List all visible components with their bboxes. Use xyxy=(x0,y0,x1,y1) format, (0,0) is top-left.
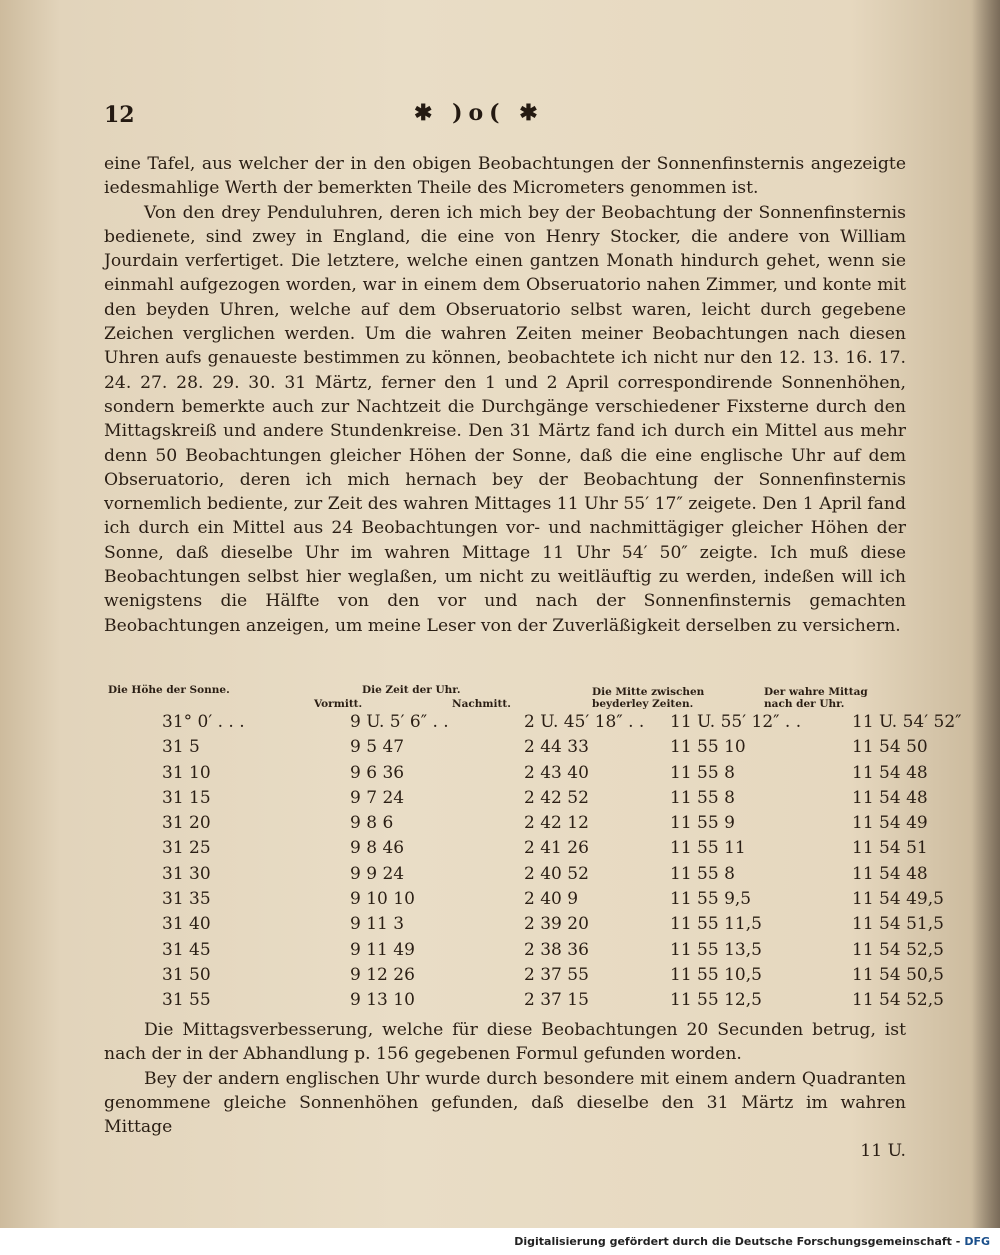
table-cell: 2 39 20 xyxy=(524,914,589,935)
table-cell: 31 55 xyxy=(162,990,211,1011)
col-header-midpoint: Die Mitte zwischen beyderley Zeiten. xyxy=(592,686,705,710)
table-cell: 9 12 26 xyxy=(350,964,415,985)
table-cell: 11 U. 54′ 52″ xyxy=(852,712,962,732)
table-cell: 9 8 46 xyxy=(350,838,405,859)
table-cell: 11 54 48 xyxy=(852,863,928,884)
table-cell: 9 11 3 xyxy=(350,914,405,935)
table-cell: 2 44 33 xyxy=(524,737,589,758)
table-cell: 11 U. 55′ 12″ . . xyxy=(670,712,802,732)
header-ornament: ✱ )o( ✱ xyxy=(414,100,544,126)
page-number: 12 xyxy=(104,102,135,128)
table-cell: 11 55 10,5 xyxy=(670,964,762,985)
table-cell: 11 55 12,5 xyxy=(670,990,762,1011)
table-cell: 11 54 52,5 xyxy=(852,990,944,1011)
table-cell: 11 55 11 xyxy=(670,838,746,859)
footer-text: Digitalisierung gefördert durch die Deutsche Forschungsgemeinschaft - xyxy=(514,1235,961,1248)
table-cell: 2 41 26 xyxy=(524,838,589,859)
table-row xyxy=(104,863,928,889)
table-cell: 11 55 8 xyxy=(670,787,735,808)
table-cell: 31 45 xyxy=(162,939,211,960)
table-row xyxy=(104,990,944,1015)
table-cell: 11 55 9 xyxy=(670,813,735,834)
table-cell: 11 55 13,5 xyxy=(670,939,762,960)
col-header-height: Die Höhe der Sonne. xyxy=(108,684,230,696)
table-cell: 11 54 49 xyxy=(852,813,928,834)
table-cell: 31 5 xyxy=(162,737,200,758)
table-row xyxy=(104,914,944,939)
table-cell: 11 54 51 xyxy=(852,838,928,859)
col-header-afternoon: Nachmitt. xyxy=(452,698,511,710)
table-cell: 31 50 xyxy=(162,964,211,985)
table-cell: 9 10 10 xyxy=(350,889,415,910)
table-cell: 31 20 xyxy=(162,813,211,834)
paragraph: Von den drey Penduluhren, deren ich mich bey der Beobachtung der Sonnenfinsternis bedienete, sind zwey in England, die eine von Henry Stocker, die andere von William Jourdain verfertiget. Die letztere, welche einen gantzen Monath hindurch gehet, wenn sie einmahl aufgezogen worden, war in einem dem Obseruatorio nahen Zimmer, und konte mit den beyden Uhren, welche auf dem Obseruatorio selbst waren, leicht durch gegebene Zeichen verglichen werden. Um die wahren Zeiten meiner Beobachtungen nach diesen Uhren aufs genaueste bestimmen zu können, beobachtete ich nicht nur den 12. 13. 16. 17. 24. 27. 28. 29. 30. 31 Märtz, ferner den 1 und 2 April correspondirende Sonnenhöhen, sondern bemerkte auch zur Nachtzeit die Durchgänge verschiedener Fixsterne durch den Mittagskreiß und andere Stundenkreise. Den 31 Märtz fand ich durch ein Mittel aus mehr denn 50 Beobachtungen gleicher Höhen der Sonne, daß die eine englische Uhr auf dem Obseruatorio, deren ich mich hernach bey der Beobachtung der Sonnenfinsternis vornemlich bediente, zur Zeit des wahren Mittages 11 Uhr 55′ 17″ zeigete. Den 1 April fand ich durch ein Mittel aus 24 Beobachtungen vor- und nachmittägiger gleicher Höhen der Sonne, daß dieselbe Uhr im wahren Mittage 11 Uhr 54′ 50″ zeigte. Ich muß diese Beobachtungen selbst hier weglaßen, um nicht zu weitläuftig zu werden, indeßen will ich wenigstens die Hälfte von den vor und nach der Sonnenfinsternis gemachten Beobachtungen anzeigen, um meine Leser von der Zuverläßigkeit derselben zu versichern. xyxy=(104,202,906,636)
paragraph: eine Tafel, aus welcher der in den obigen Beobachtungen der Sonnenfinsternis angezeigte iedesmahlige Werth der bemerkten Theile des Micrometers genommen ist. xyxy=(104,154,906,199)
table-cell: 31 15 xyxy=(162,787,211,808)
table-row xyxy=(104,939,944,965)
table-cell: 2 42 12 xyxy=(524,813,589,834)
body-text-after-table xyxy=(104,1018,906,1164)
table-cell: 31° 0′ . . . xyxy=(162,712,245,732)
col-header-morning: Vormitt. xyxy=(314,698,363,710)
table-cell: 11 55 11,5 xyxy=(670,914,762,935)
table-cell: 11 55 8 xyxy=(670,762,735,783)
paragraph: Bey der andern englischen Uhr wurde durch besondere mit einem andern Quadranten genommene gleiche Sonnenhöhen gefunden, daß dieselbe den 31 Märtz im wahren Mittage xyxy=(104,1068,906,1138)
table-cell: 31 35 xyxy=(162,889,211,910)
table-cell: 2 40 52 xyxy=(524,863,589,884)
table-cell: 9 6 36 xyxy=(350,762,405,783)
col-header-clock-time: Die Zeit der Uhr. xyxy=(362,684,461,696)
table-cell: 11 55 9,5 xyxy=(670,889,752,910)
table-cell: 11 54 50 xyxy=(852,737,928,758)
table-cell: 11 54 52,5 xyxy=(852,939,944,960)
table-cell: 31 25 xyxy=(162,838,211,859)
catchword: 11 U. xyxy=(860,1141,906,1162)
table-cell: 11 54 49,5 xyxy=(852,889,944,910)
table-row xyxy=(104,889,944,914)
table-cell: 9 7 24 xyxy=(350,787,405,808)
table-cell: 31 40 xyxy=(162,914,211,935)
table-row xyxy=(104,964,944,990)
digitization-footer xyxy=(0,1228,1000,1255)
table-cell: 9 5 47 xyxy=(350,737,405,758)
table-row xyxy=(104,813,928,838)
table-cell: 11 55 8 xyxy=(670,863,735,884)
table-row xyxy=(104,762,928,788)
table-cell: 9 8 6 xyxy=(350,813,394,834)
table-cell: 11 54 48 xyxy=(852,762,928,783)
table-cell: 9 U. 5′ 6″ . . xyxy=(350,712,449,732)
observation-table xyxy=(104,712,962,1016)
table-cell: 2 43 40 xyxy=(524,762,589,783)
table-cell: 31 30 xyxy=(162,863,211,884)
table-cell: 2 38 36 xyxy=(524,939,589,960)
table-cell: 11 54 50,5 xyxy=(852,964,944,985)
table-cell: 31 10 xyxy=(162,762,211,783)
table-row xyxy=(104,737,928,762)
paragraph: Die Mittagsverbesserung, welche für diese Beobachtungen 20 Secunden betrug, ist nach der in der Abhandlung p. 156 gegebenen Formul gefunden worden. xyxy=(104,1020,906,1065)
table-row xyxy=(104,787,928,813)
table-row xyxy=(104,838,928,863)
table-cell: 9 9 24 xyxy=(350,863,405,884)
table-cell: 2 40 9 xyxy=(524,889,579,910)
table-cell: 9 11 49 xyxy=(350,939,415,960)
table-header xyxy=(104,680,906,714)
body-text xyxy=(104,152,906,638)
table-cell: 11 54 48 xyxy=(852,787,928,808)
table-cell: 11 55 10 xyxy=(670,737,746,758)
col-header-true-noon: Der wahre Mittag nach der Uhr. xyxy=(764,686,868,710)
table-row xyxy=(104,712,962,737)
table-cell: 2 37 15 xyxy=(524,990,589,1011)
table-cell: 2 42 52 xyxy=(524,787,589,808)
page-edge-shadow xyxy=(972,0,1000,1228)
table-cell: 9 13 10 xyxy=(350,990,415,1011)
running-header xyxy=(104,100,904,136)
table-cell: 11 54 51,5 xyxy=(852,914,944,935)
table-cell: 2 37 55 xyxy=(524,964,589,985)
table-cell: 2 U. 45′ 18″ . . xyxy=(524,712,645,732)
dfg-logo: DFG xyxy=(964,1235,990,1248)
